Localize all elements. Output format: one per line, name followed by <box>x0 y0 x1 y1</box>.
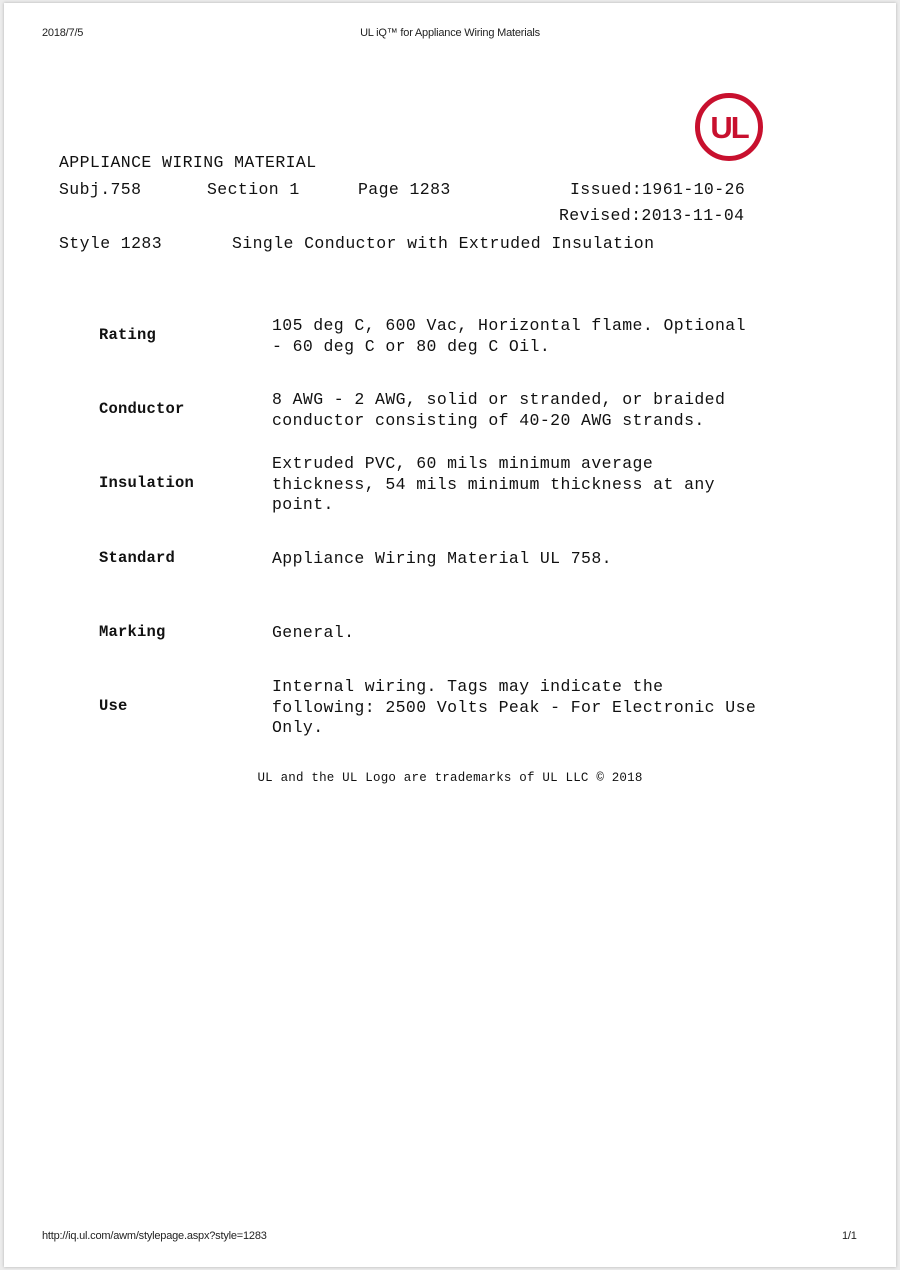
ul-logo-text: UL <box>710 110 748 145</box>
use-value: Internal wiring. Tags may indicate the following: 2500 Volts Peak - For Electronic Use Only. <box>272 677 757 737</box>
print-page-count: 1/1 <box>842 1230 857 1242</box>
standard-value: Appliance Wiring Material UL 758. <box>272 549 612 568</box>
subject-number: Subj.758 <box>59 180 142 199</box>
section-number: Section 1 <box>207 180 300 199</box>
print-date: 2018/7/5 <box>42 27 84 39</box>
insulation-value: Extruded PVC, 60 mils minimum average thickness, 54 mils minimum thickness at any point. <box>272 454 715 514</box>
standard-label: Standard <box>99 549 176 567</box>
print-title: UL iQ™ for Appliance Wiring Materials <box>360 27 540 39</box>
conductor-value: 8 AWG - 2 AWG, solid or stranded, or braided conductor consisting of 40-20 AWG strands. <box>272 390 726 430</box>
ul-logo-icon <box>694 92 764 162</box>
copyright-notice: UL and the UL Logo are trademarks of UL LLC © 2018 <box>257 771 643 785</box>
issued-date: Issued:1961-10-26 <box>570 180 746 199</box>
page-number: Page 1283 <box>358 180 451 199</box>
rating-label: Rating <box>99 326 157 344</box>
document-heading: APPLIANCE WIRING MATERIAL <box>59 153 317 172</box>
print-url: http://iq.ul.com/awm/stylepage.aspx?style=1283 <box>42 1230 267 1242</box>
conductor-label: Conductor <box>99 400 185 418</box>
insulation-label: Insulation <box>99 474 195 492</box>
marking-label: Marking <box>99 623 166 641</box>
document-page <box>4 3 896 1267</box>
rating-value: 105 deg C, 600 Vac, Horizontal flame. Optional - 60 deg C or 80 deg C Oil. <box>272 316 746 356</box>
marking-value: General. <box>272 623 355 642</box>
style-number: Style 1283 <box>59 234 163 253</box>
use-label: Use <box>99 697 128 715</box>
revised-date: Revised:2013-11-04 <box>559 206 745 225</box>
style-description: Single Conductor with Extruded Insulation <box>232 234 655 253</box>
